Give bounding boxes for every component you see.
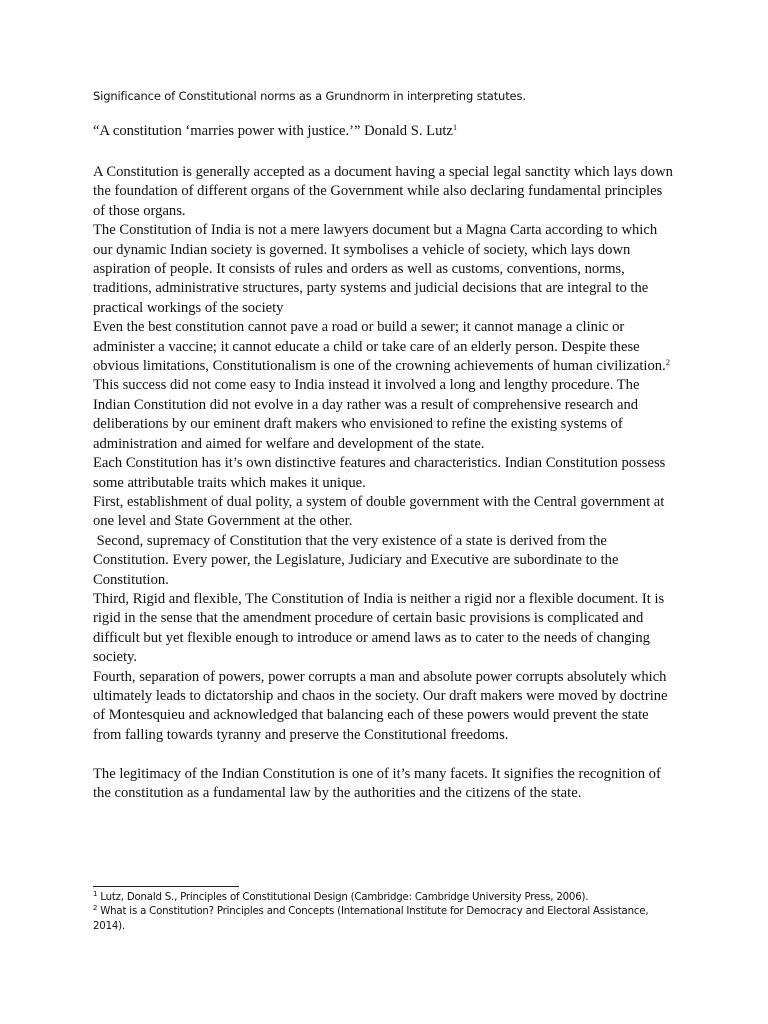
footnote-separator	[93, 886, 239, 887]
footnotes	[93, 891, 653, 934]
footnote-text: Lutz, Donald S., Principles of Constitutional Design (Cambridge: Cambridge University Press, 2006).	[97, 892, 589, 903]
paragraph: Second, supremacy of Constitution that the very existence of a state is derived from the Constitution. Every power, the Legislature, Judiciary and Executive are subordinate to the Constitution.	[93, 532, 623, 588]
epigraph-quote	[93, 122, 693, 141]
paragraph: A Constitution is generally accepted as a document having a special legal sanctity which lays down the foundation of different organs of the Government while also declaring fundamental principles of those organs.	[93, 164, 673, 219]
footnote-ref-2[interactable]: 2	[665, 357, 670, 368]
paragraph: The legitimacy of the Indian Constitution is one of it’s many facets. It signifies the recognition of the constitution as a fundamental law by the authorities and the citizens of the state.	[93, 765, 661, 801]
paragraph: This success did not come easy to India instead it involved a long and lengthy procedure. The Indian Constitution did not evolve in a day rather was a result of comprehensive research and deliberations by our eminent draft makers who envisioned to refine the existing systems of administration and aimed for welfare and development of the state.	[93, 377, 640, 452]
footnote-ref-1[interactable]: 1	[452, 122, 458, 132]
quote-text: “A constitution ‘marries power with justice.’” Donald S. Lutz	[93, 123, 453, 139]
paragraph	[93, 318, 678, 376]
footnote-text: What is a Constitution? Principles and Concepts (International Institute for Democracy and Electoral Assistance, 2014).	[93, 906, 649, 932]
paragraph: First, establishment of dual polity, a system of double government with the Central government at one level and State Government at the other.	[93, 493, 665, 530]
footnote-number: 2	[93, 904, 98, 913]
paragraph: The Constitution of India is not a mere lawyers document but a Magna Carta according to which our dynamic Indian society is governed. It symbolises a vehicle of society, which lays down aspiration of people. It consists of rules and orders as well as customs, conventions, norms, traditions, administrative structures, party systems and judicial decisions that are integral to the practical workings of the society	[93, 222, 658, 316]
paragraph-text: Even the best constitution cannot pave a road or build a sewer; it cannot manage a clinic or administer a vaccine; it cannot educate a child or take care of an elderly person. Despite these obvious limitations, Constitutionalism is one of the crowning achievements of human civilization.	[93, 319, 666, 375]
paragraph: Each Constitution has it’s own distinctive features and characteristics. Indian Constitution possess some attributable traits which makes it unique.	[93, 455, 666, 491]
footnote-1	[93, 891, 653, 905]
document-heading: Significance of Constitutional norms as a Grundnorm in interpreting statutes.	[93, 89, 526, 103]
paragraph: Third, Rigid and flexible, The Constitution of India is neither a rigid nor a flexible document. It is rigid in the sense that the amendment procedure of certain basic provisions is complicated and difficult but yet flexible enough to introduce or amend laws as to cater to the needs of changing society.	[93, 590, 665, 666]
body-text	[93, 163, 678, 803]
footnote-2	[93, 905, 653, 934]
paragraph: Fourth, separation of powers, power corrupts a man and absolute power corrupts absolutely which ultimately leads to dictatorship and chaos in the society. Our draft makers were moved by doctrine of Montesquieu and acknowledged that balancing each of these powers would prevent the state from falling towards tyranny and preserve the Constitutional freedoms.	[93, 668, 668, 743]
footnote-number: 1	[93, 890, 98, 898]
